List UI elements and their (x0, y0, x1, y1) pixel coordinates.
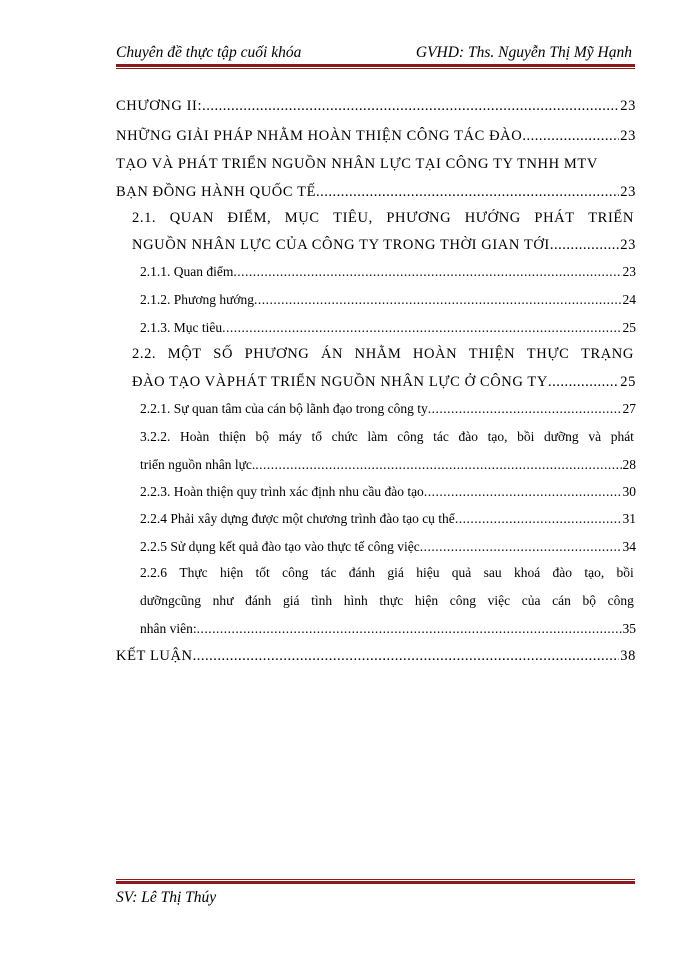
toc-entry-ket-luan[interactable]: KẾT LUẬN ..... 38 (116, 646, 636, 666)
toc-entry-giai-phap-line2: TẠO VÀ PHÁT TRIỂN NGUỒN NHÂN LỰC TẠI CÔNG TY TNHH MTV (116, 156, 598, 172)
header-advisor: GVHD: Ths. Nguyễn Thị Mỹ Hạnh (415, 44, 632, 61)
header-left-title: Chuyên đề thực tập cuối khóa (116, 44, 302, 61)
toc-entry-giai-phap-line1[interactable]: NHỮNG GIẢI PHÁP NHẰM HOÀN THIỆN CÔNG TÁC ĐÀO ..... 23 (116, 126, 636, 146)
toc-entry-2-2-3[interactable]: 2.2.3. Hoàn thiện quy trình xác định nhu cầu đào tạo ..... 30 (140, 482, 636, 502)
toc-entry-giai-phap-line3[interactable]: BẠN ĐỒNG HÀNH QUỐC TẾ ..... 23 (116, 182, 636, 202)
page-header (116, 44, 636, 64)
toc-entry-2-2-5[interactable]: 2.2.5 Sử dụng kết quả đào tạo vào thực tế công việc ..... 34 (140, 537, 636, 557)
toc-entry-chuong-2[interactable]: CHƯƠNG II: ..... 23 (116, 96, 636, 116)
toc-entry-2-2-4[interactable]: 2.2.4 Phải xây dựng được một chương trình đào tạo cụ thể ..... 31 (140, 509, 636, 529)
toc-entry-2-1-line1[interactable]: 2.1. QUAN ĐIỂM, MỤC TIÊU, PHƯƠNG HƯỚNG PHÁT TRIỂN (132, 210, 634, 226)
toc-entry-2-2-6-line3[interactable]: nhân viên: ..... 35 (140, 619, 636, 639)
toc-entry-2-2-6-line1[interactable]: 2.2.6 Thực hiện tốt công tác đánh giá hiệu quả sau khoá đào tạo, bồi (140, 565, 634, 580)
toc-entry-2-1-line2[interactable]: NGUỒN NHÂN LỰC CỦA CÔNG TY TRONG THỜI GIAN TỚI ..... 23 (132, 235, 636, 255)
toc-entry-2-2-1[interactable]: 2.2.1. Sự quan tâm của cán bộ lãnh đạo trong công ty ..... 27 (140, 399, 636, 419)
toc-entry-3-2-2-line2[interactable]: triển nguồn nhân lực. ..... 28 (140, 455, 636, 475)
toc-entry-2-1-1[interactable]: 2.1.1. Quan điểm ..... 23 (140, 262, 636, 282)
header-rule (116, 64, 635, 69)
footer-rule (116, 879, 635, 884)
toc-entry-2-1-3[interactable]: 2.1.3. Mục tiêu ..... 25 (140, 318, 636, 338)
toc-entry-2-1-2[interactable]: 2.1.2. Phương hướng ..... 24 (140, 290, 636, 310)
toc-entry-3-2-2-line1[interactable]: 3.2.2. Hoàn thiện bộ máy tổ chức làm công tác đào tạo, bồi dưỡng và phát (140, 429, 634, 444)
footer-student: SV: Lê Thị Thúy (116, 889, 217, 906)
toc-entry-2-2-line1[interactable]: 2.2. MỘT SỐ PHƯƠNG ÁN NHẰM HOÀN THIỆN THỰC TRẠNG (132, 346, 634, 362)
toc-entry-2-2-6-line2: dưỡngcũng như đánh giá tình hình thực hiện công việc của cán bộ công (140, 593, 634, 608)
toc-entry-2-2-line2[interactable]: ĐÀO TẠO VÀPHÁT TRIỂN NGUỒN NHÂN LỰC Ở CÔNG TY ..... 25 (132, 372, 636, 392)
